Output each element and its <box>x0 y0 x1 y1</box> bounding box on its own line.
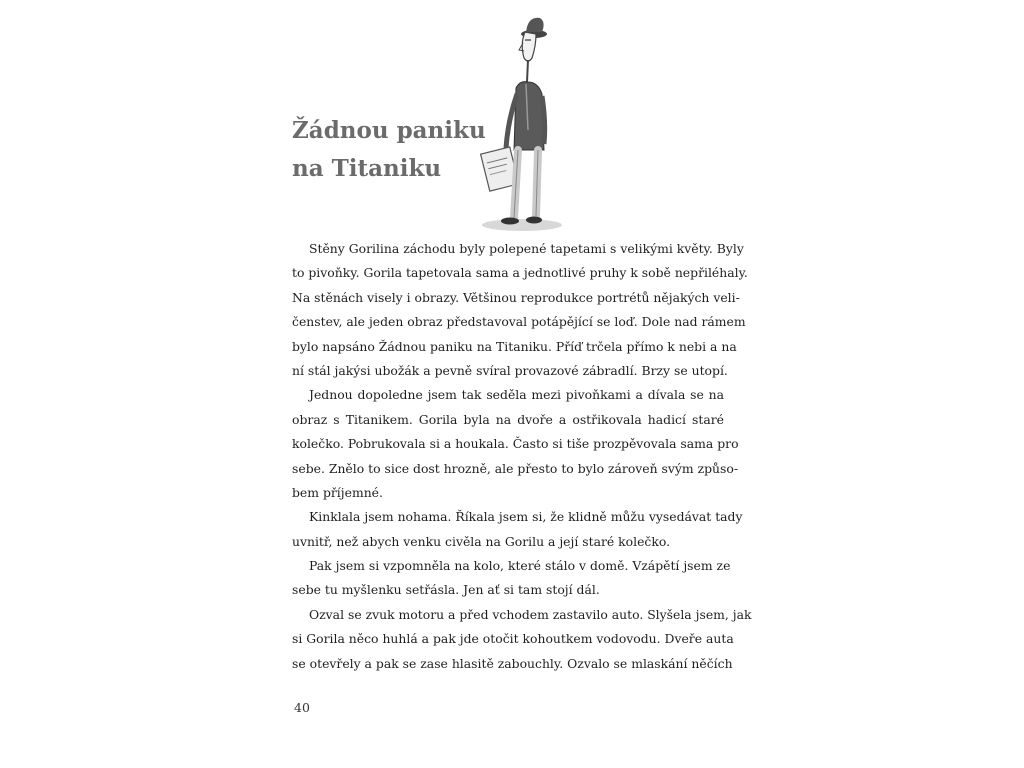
chapter-title <box>292 112 492 188</box>
text-line: Na stěnách visely i obrazy. Většinou reprodukce portrétů nějakých veli- <box>292 289 740 305</box>
text-line: Ozval se zvuk motoru a před vchodem zastavilo auto. Slyšela jsem, jak <box>309 606 752 622</box>
text-line: uvnitř, než abych venku civěla na Gorilu a její staré kolečko. <box>292 533 671 549</box>
chapter-title-line-2: na Titaniku <box>292 155 442 182</box>
text-line: Stěny Gorilina záchodu byly polepené tapetami s velikými květy. Byly <box>309 241 744 256</box>
text-line: sebe. Znělo to sice dost hrozně, ale přesto to bylo zároveň svým způso- <box>292 460 739 476</box>
text-line: obraz s Titanikem. Gorila byla na dvoře a ostřikovala hadicí staré <box>292 411 724 427</box>
text-line: to pivoňky. Gorila tapetovala sama a jednotlivé pruhy k sobě nepřiléhaly. <box>292 265 748 281</box>
text-line: bem příjemné. <box>292 484 383 500</box>
text-line: kolečko. Pobrukovala si a houkala. Často si tiše prozpěvovala sama pro <box>292 436 739 452</box>
text-line: si Gorila něco huhlá a pak jde otočit kohoutkem vodovodu. Dveře auta <box>292 631 734 647</box>
text-line: ní stál jakýsi ubožák a pevně svíral provazové zábradlí. Brzy se utopí. <box>292 362 728 378</box>
chapter-body-text <box>292 237 752 676</box>
page-number: 40 <box>294 700 310 715</box>
chapter-title-line-1: Žádnou paniku <box>292 117 486 144</box>
text-line: Kinklala jsem nohama. Říkala jsem si, že klidně můžu vysedávat tady <box>309 509 743 525</box>
text-line: čenstev, ale jeden obraz představoval potápějící se loď. Dole nad rámem <box>292 314 746 330</box>
text-line: Pak jsem si vzpomněla na kolo, které stálo v domě. Vzápětí jsem ze <box>309 558 731 574</box>
text-line: bylo napsáno Žádnou paniku na Titaniku. Příď trčela přímo k nebi a na <box>292 338 737 354</box>
text-line: Jednou dopoledne jsem tak seděla mezi pivoňkami a dívala se na <box>309 387 724 403</box>
text-line: se otevřely a pak se zase hlasitě zabouchly. Ozvalo se mlaskání něčích <box>292 655 733 671</box>
text-line: sebe tu myšlenku setřásla. Jen ať si tam stojí dál. <box>292 582 600 598</box>
